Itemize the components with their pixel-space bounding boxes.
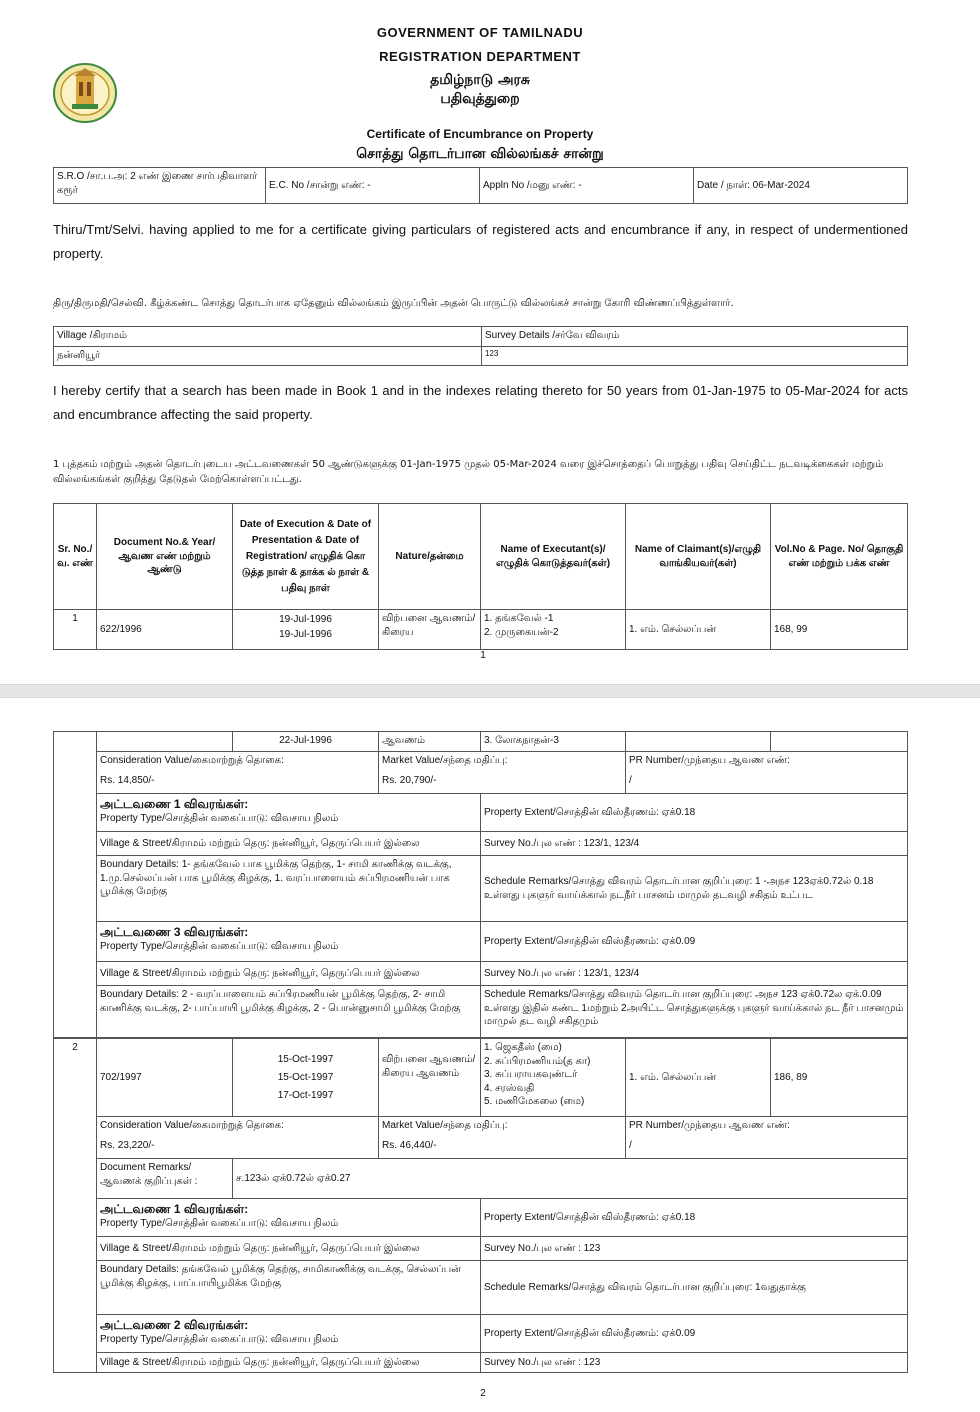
table-row bbox=[54, 752, 908, 794]
entry2-schedule2-type bbox=[97, 1315, 481, 1353]
sro-cell: S.R.O /சா.ப.அ: 2 எண் இணை சார்பதிவாளர் கரூர் bbox=[54, 168, 266, 204]
application-number-cell: Appln No /மனு எண்: - bbox=[480, 168, 694, 204]
schedule-title: அட்டவணை 2 விவரங்கள்: bbox=[100, 1318, 249, 1332]
government-title-tamil: தமிழ்நாடு அரசு bbox=[430, 72, 530, 88]
entry1-registration-date: 22-Jul-1996 bbox=[233, 732, 379, 752]
schedule-title: அட்டவணை 3 விவரங்கள்: bbox=[100, 925, 249, 939]
village-value: நன்னியூர் bbox=[54, 347, 482, 366]
entry1-schedule3-extent: Property Extent/சொத்தின் விஸ்தீரணம்: ஏக்0.09 bbox=[481, 922, 908, 962]
entry1-consideration bbox=[97, 752, 379, 794]
list-item: 2. சுப்பிரமணியம்(த கா) bbox=[484, 1055, 591, 1067]
table-row bbox=[54, 610, 908, 650]
entry1-document-continued bbox=[97, 732, 233, 752]
col-claimant: Name of Claimant(s)/எழுதி வாங்கியவர்(கள்) bbox=[626, 504, 771, 610]
entry2-claimant: 1. எம். செல்லப்பன் bbox=[626, 1039, 771, 1117]
entry2-document-remarks-label: Document Remarks/ ஆவணக் குறிப்புகள் : bbox=[97, 1159, 233, 1199]
entry1-schedule3-boundary: Boundary Details: 2 - வரப்பாளையம் சுப்பிரமணியன் பூமிக்கு தெற்கு, 2- சாமி காணிக்கு வடக்கு, 2- பாப்பாயி பூமிக்கு கிழக்கு, 2 - பொன்னுசாமி பூமிக்கு மேற்கு bbox=[97, 986, 481, 1038]
encumbrance-table-page1 bbox=[53, 503, 908, 650]
entry1-schedule3-type bbox=[97, 922, 481, 962]
page-number-2: 2 bbox=[480, 1388, 486, 1399]
property-type: Property Type/சொத்தின் வகைப்பாடு: விவசாய நிலம் bbox=[100, 813, 339, 825]
entry1-volume-page: 168, 99 bbox=[771, 610, 908, 650]
entry1-pr bbox=[626, 752, 908, 794]
entry1-schedule3-village: Village & Street/கிராமம் மற்றும் தெரு: நன்னியூர், தெருப்பெயர் இல்லை bbox=[97, 962, 481, 986]
certificate-title: Certificate of Encumbrance on Property bbox=[366, 127, 594, 141]
pr-value: / bbox=[629, 1139, 632, 1151]
schedule-title: அட்டவணை 1 விவரங்கள்: bbox=[100, 1202, 249, 1216]
entry2-schedule2-extent: Property Extent/சொத்தின் விஸ்தீரணம்: ஏக்0.09 bbox=[481, 1315, 908, 1353]
entry2-nature: விற்பனை ஆவணம்/ கிரைய ஆவணம் bbox=[379, 1039, 481, 1117]
entry1-sr: 1 bbox=[54, 610, 97, 650]
table-row bbox=[54, 986, 908, 1038]
entry2-document-remarks: ச.123ல் ஏக்0.72ல் ஏக்0.27 bbox=[233, 1159, 908, 1199]
table-header-row bbox=[54, 504, 908, 610]
table-row bbox=[54, 832, 908, 856]
entry2-registration-date: 17-Oct-1997 bbox=[277, 1089, 334, 1101]
entry2-schedule2-survey: Survey No./புல எண் : 123 bbox=[481, 1353, 908, 1373]
table-row bbox=[54, 1353, 908, 1373]
market-value: Rs. 20,790/- bbox=[382, 774, 437, 786]
schedule-title: அட்டவணை 1 விவரங்கள்: bbox=[100, 797, 249, 811]
consideration-value: Rs. 23,220/- bbox=[100, 1139, 155, 1151]
market-label: Market Value/சந்தை மதிப்பு: bbox=[382, 755, 508, 766]
department-title: REGISTRATION DEPARTMENT bbox=[379, 49, 581, 64]
government-title: GOVERNMENT OF TAMILNADU bbox=[376, 25, 584, 40]
entry1-schedule1-type bbox=[97, 794, 481, 832]
department-title-tamil: பதிவுத்துறை bbox=[440, 91, 520, 107]
table-row bbox=[54, 922, 908, 962]
entry2-schedule1-survey: Survey No./புல எண் : 123 bbox=[481, 1237, 908, 1261]
entry1-schedule1-boundary: Boundary Details: 1- தங்கவேல் பாக பூமிக்கு தெற்கு, 1- சாமி காணிக்கு வடக்கு, 1.மு.செல்லப்பன் பாக பூமிக்கு கிழக்கு, 1. வரப்பாளையம் சுப்பிரமணியன் பாக பூமிக்கு மேற்கு bbox=[97, 856, 481, 922]
table-row bbox=[54, 1159, 908, 1199]
entry2-schedule1-village: Village & Street/கிராமம் மற்றும் தெரு: நன்னியூர், தெருப்பெயர் இல்லை bbox=[97, 1237, 481, 1261]
list-item: 2. முருகையன்-2 bbox=[484, 626, 559, 638]
property-type: Property Type/சொத்தின் வகைப்பாடு: விவசாய நிலம் bbox=[100, 1334, 339, 1346]
entry2-pr bbox=[626, 1117, 908, 1159]
pr-value: / bbox=[629, 774, 632, 786]
table-row bbox=[54, 1237, 908, 1261]
entry2-schedule2-village: Village & Street/கிராமம் மற்றும் தெரு: நன்னியூர், தெருப்பெயர் இல்லை bbox=[97, 1353, 481, 1373]
entry2-schedule1-boundary: Boundary Details: தங்கவேல் பூமிக்கு தெற்கு, சாமிகாணிக்கு வடக்கு, செல்லப்பன் பூமிக்கு கிழக்கு, பாப்பாயிபூமிக்க மேற்கு bbox=[97, 1261, 481, 1315]
table-row bbox=[54, 1261, 908, 1315]
entry1-presentation-date: 19-Jul-1996 bbox=[279, 629, 332, 640]
entry2-schedule1-extent: Property Extent/சொத்தின் விஸ்தீரணம்: ஏக்0.18 bbox=[481, 1199, 908, 1237]
entry2-presentation-date: 15-Oct-1997 bbox=[277, 1071, 334, 1083]
entry2-schedule1-type bbox=[97, 1199, 481, 1237]
certification-paragraph-tamil: 1 புத்தகம் மற்றும் அதன் தொடர்புடைய அட்டவணைகள் 50 ஆண்டுகளுக்கு 01-Jan-1975 முதல் 05-Mar-2024 வரை இச்சொத்தைப் பொறுத்து பதிவு செய்திட்ட நடவடிக்கைகள் மற்றும் வில்லங்கங்கள் குறித்து தேடுதல் மேற்கொள்ளப்பட்டது. bbox=[53, 459, 884, 485]
property-type: Property Type/சொத்தின் வகைப்பாடு: விவசாய நிலம் bbox=[100, 1218, 339, 1230]
col-dates: Date of Execution & Date of Presentation & Date of Registration/ எழுதிக் கொ டுத்த நாள் & தாக்க ல் நாள் & பதிவு நாள் bbox=[233, 504, 379, 610]
entry2-volume-page: 186, 89 bbox=[771, 1039, 908, 1117]
entry1-schedule3-survey: Survey No./புல எண் : 123/1, 123/4 bbox=[481, 962, 908, 986]
entry1-nature-continued: ஆவணம் bbox=[379, 732, 481, 752]
entry1-schedule1-survey: Survey No./புல எண் : 123/1, 123/4 bbox=[481, 832, 908, 856]
pr-label: PR Number/முந்தைய ஆவண எண்: bbox=[629, 1120, 790, 1131]
entry1-schedule1-village: Village & Street/கிராமம் மற்றும் தெரு: நன்னியூர், தெருப்பெயர் இல்லை bbox=[97, 832, 481, 856]
entry1-document: 622/1996 bbox=[97, 610, 233, 650]
list-item: 5. மணிமேகலை (மை) bbox=[484, 1096, 585, 1107]
consideration-label: Consideration Value/கைமாற்றுத் தொகை: bbox=[100, 1120, 284, 1131]
entry2-executants bbox=[481, 1039, 626, 1117]
entry1-schedule3-remarks: Schedule Remarks/சொத்து விவரம் தொடர்பான குறிப்புரை: அநச 123 ஏக்0.72ல ஏக்.0.09 உள்ளது இதில் கண்ட 1மற்றும் 2அயிட்ட சொத்துகளுக்கு புகளுர் வாய்க்கால் நட நீர் பாசனமும் மாமுல் தட வழி சகிதமும் bbox=[481, 986, 908, 1038]
table-row bbox=[54, 732, 908, 752]
entry2-schedule1-remarks: Schedule Remarks/சொத்து விவரம் தொடர்பான குறிப்புரை: 1வதுதாக்கு bbox=[481, 1261, 908, 1315]
pr-label: PR Number/முந்தைய ஆவண எண்: bbox=[629, 755, 790, 766]
entry1-dates bbox=[233, 610, 379, 650]
table-row bbox=[54, 794, 908, 832]
table-row bbox=[54, 1315, 908, 1353]
entry1-claimant-continued bbox=[626, 732, 771, 752]
col-executant: Name of Executant(s)/ எழுதிக் கொடுத்தவர்(கள்) bbox=[481, 504, 626, 610]
page-separator bbox=[0, 684, 980, 698]
encumbrance-table-page2 bbox=[53, 731, 908, 1038]
entry1-schedule1-extent: Property Extent/சொத்தின் விஸ்தீரணம்: ஏக்0.18 bbox=[481, 794, 908, 832]
entry2-consideration bbox=[97, 1117, 379, 1159]
table-row bbox=[54, 1039, 908, 1117]
entry1-volume-continued bbox=[771, 732, 908, 752]
entry1-sr-continued bbox=[54, 732, 97, 1038]
date-cell: Date / நாள்: 06-Mar-2024 bbox=[694, 168, 908, 204]
col-sr-no: Sr. No./ வ. எண் bbox=[54, 504, 97, 610]
application-paragraph: Thiru/Tmt/Selvi. having applied to me for a certificate giving particulars of registered acts and encumbrance if any, in respect of undermentioned property. bbox=[53, 222, 908, 261]
entry1-claimant: 1. எம். செல்லப்பன் bbox=[626, 610, 771, 650]
list-item: 1. தங்கவேல் -1 bbox=[484, 613, 554, 624]
application-paragraph-tamil: திரு/திருமதி/செல்வி. கீழ்க்கண்ட சொத்து தொடர்பாக ஏதேனும் வில்லங்கம் இருப்பின் அதன் பொருட்டு வில்லங்கச் சான்று கோரி விண்ணப்பித்துள்ளார். bbox=[53, 298, 734, 309]
page-number-1: 1 bbox=[480, 650, 486, 661]
market-value: Rs. 46,440/- bbox=[382, 1139, 437, 1151]
entry1-execution-date: 19-Jul-1996 bbox=[279, 614, 332, 625]
entry2-market bbox=[379, 1117, 626, 1159]
entry1-executants bbox=[481, 610, 626, 650]
col-nature: Nature/தன்மை bbox=[379, 504, 481, 610]
list-item: 3. சுப்பராயகவுண்டர் bbox=[484, 1069, 578, 1080]
ec-number-cell: E.C. No /சான்று எண்: - bbox=[266, 168, 480, 204]
entry1-schedule1-remarks: Schedule Remarks/சொத்து விவரம் தொடர்பான குறிப்புரை: 1 -அநச 123ஏக்0.72ல் 0.18 உள்ளது புகளுர் வாய்க்கால் நடநீர் பாசனம் மாமுல் தடவழி சகிதம் உட்பட bbox=[481, 856, 908, 922]
table-row bbox=[54, 856, 908, 922]
info-table bbox=[53, 167, 908, 204]
entry2-dates bbox=[233, 1039, 379, 1117]
table-row bbox=[54, 962, 908, 986]
entry1-market bbox=[379, 752, 626, 794]
entry2-table bbox=[53, 1038, 908, 1373]
certificate-title-tamil: சொத்து தொடர்பான வில்லங்கச் சான்று bbox=[356, 146, 604, 162]
entry2-document: 702/1997 bbox=[97, 1039, 233, 1117]
consideration-label: Consideration Value/கைமாற்றுத் தொகை: bbox=[100, 755, 284, 766]
entry1-nature: விற்பனை ஆவணம்/ கிரைய bbox=[379, 610, 481, 650]
certification-paragraph: I hereby certify that a search has been made in Book 1 and in the indexes relating thereto for 50 years from 01-Jan-1975 to 05-Mar-2024 for acts and encumbrance affecting the said property. bbox=[53, 383, 908, 422]
consideration-value: Rs. 14,850/- bbox=[100, 774, 155, 786]
list-item: 4. சரஸ்வதி bbox=[484, 1082, 535, 1094]
survey-label: Survey Details /சர்வே விவரம் bbox=[482, 327, 908, 347]
survey-value: 123 bbox=[482, 347, 908, 366]
village-label: Village /கிராமம் bbox=[54, 327, 482, 347]
list-item: 1. ஜெகதீஸ் (மை) bbox=[484, 1042, 562, 1053]
col-document-no: Document No.& Year/ ஆவண எண் மற்றும் ஆண்டு bbox=[97, 504, 233, 610]
col-volume-page: Vol.No & Page. No/ தொகுதி எண் மற்றும் பக்க எண் bbox=[771, 504, 908, 610]
table-row bbox=[54, 1199, 908, 1237]
entry2-sr: 2 bbox=[54, 1039, 97, 1373]
entry1-executant-3: 3. லோகநாதன்-3 bbox=[481, 732, 626, 752]
market-label: Market Value/சந்தை மதிப்பு: bbox=[382, 1120, 508, 1131]
property-type: Property Type/சொத்தின் வகைப்பாடு: விவசாய நிலம் bbox=[100, 941, 339, 953]
entry2-execution-date: 15-Oct-1997 bbox=[277, 1053, 334, 1065]
table-row bbox=[54, 1117, 908, 1159]
property-table bbox=[53, 326, 908, 366]
